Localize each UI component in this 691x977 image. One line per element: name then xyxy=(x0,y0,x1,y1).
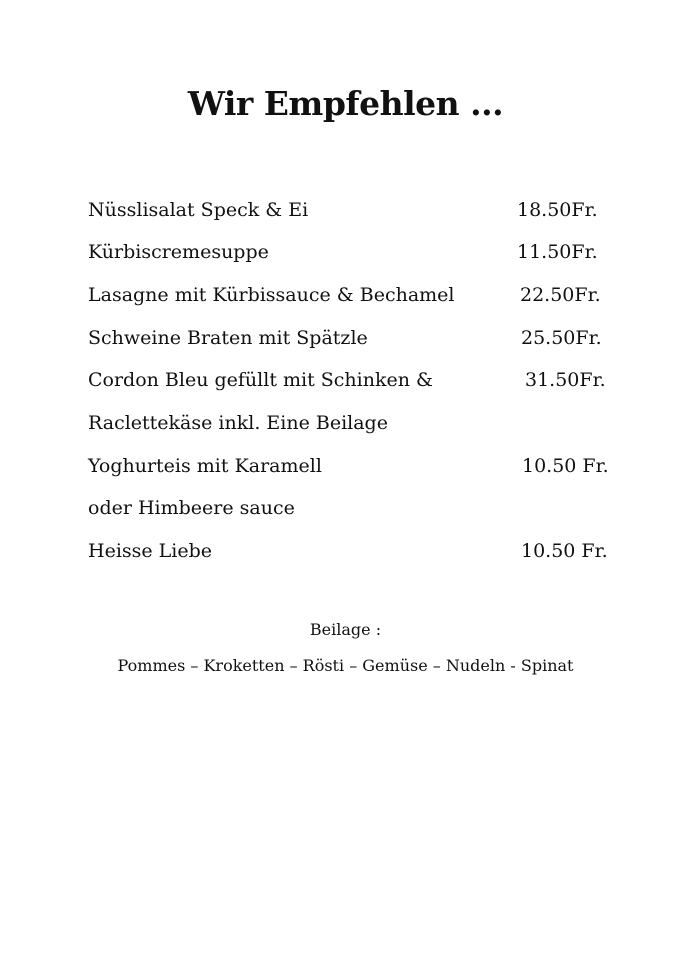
menu-item-lasagne: Lasagne mit Kürbissauce & Bechamel xyxy=(88,284,455,306)
price-schweine-braten: 25.50Fr. xyxy=(521,327,602,349)
page-title: Wir Empfehlen ... xyxy=(187,84,504,123)
menu-item-yoghurteis: Yoghurteis mit Karamell xyxy=(88,455,322,477)
price-yoghurteis: 10.50 Fr. xyxy=(522,455,609,477)
menu-item-cordon-bleu-continued: Raclettekäse inkl. Eine Beilage xyxy=(88,412,388,434)
price-heisse-liebe: 10.50 Fr. xyxy=(521,540,608,562)
menu-item-cordon-bleu: Cordon Bleu gefüllt mit Schinken & xyxy=(88,369,433,391)
beilage-list: Pommes – Kroketten – Rösti – Gemüse – Nudeln - Spinat xyxy=(117,656,574,675)
price-kuerbiscremesuppe: 11.50Fr. xyxy=(517,241,598,263)
menu-item-schweine-braten: Schweine Braten mit Spätzle xyxy=(88,327,368,349)
beilage-heading: Beilage : xyxy=(309,620,382,639)
price-cordon-bleu: 31.50Fr. xyxy=(525,369,606,391)
menu-item-nuesslisalat: Nüsslisalat Speck & Ei xyxy=(88,199,309,221)
menu-item-yoghurteis-continued: oder Himbeere sauce xyxy=(88,497,295,519)
price-nuesslisalat: 18.50Fr. xyxy=(517,199,598,221)
menu-item-kuerbiscremesuppe: Kürbiscremesuppe xyxy=(88,241,269,263)
price-lasagne: 22.50Fr. xyxy=(520,284,601,306)
menu-item-heisse-liebe: Heisse Liebe xyxy=(88,540,213,562)
